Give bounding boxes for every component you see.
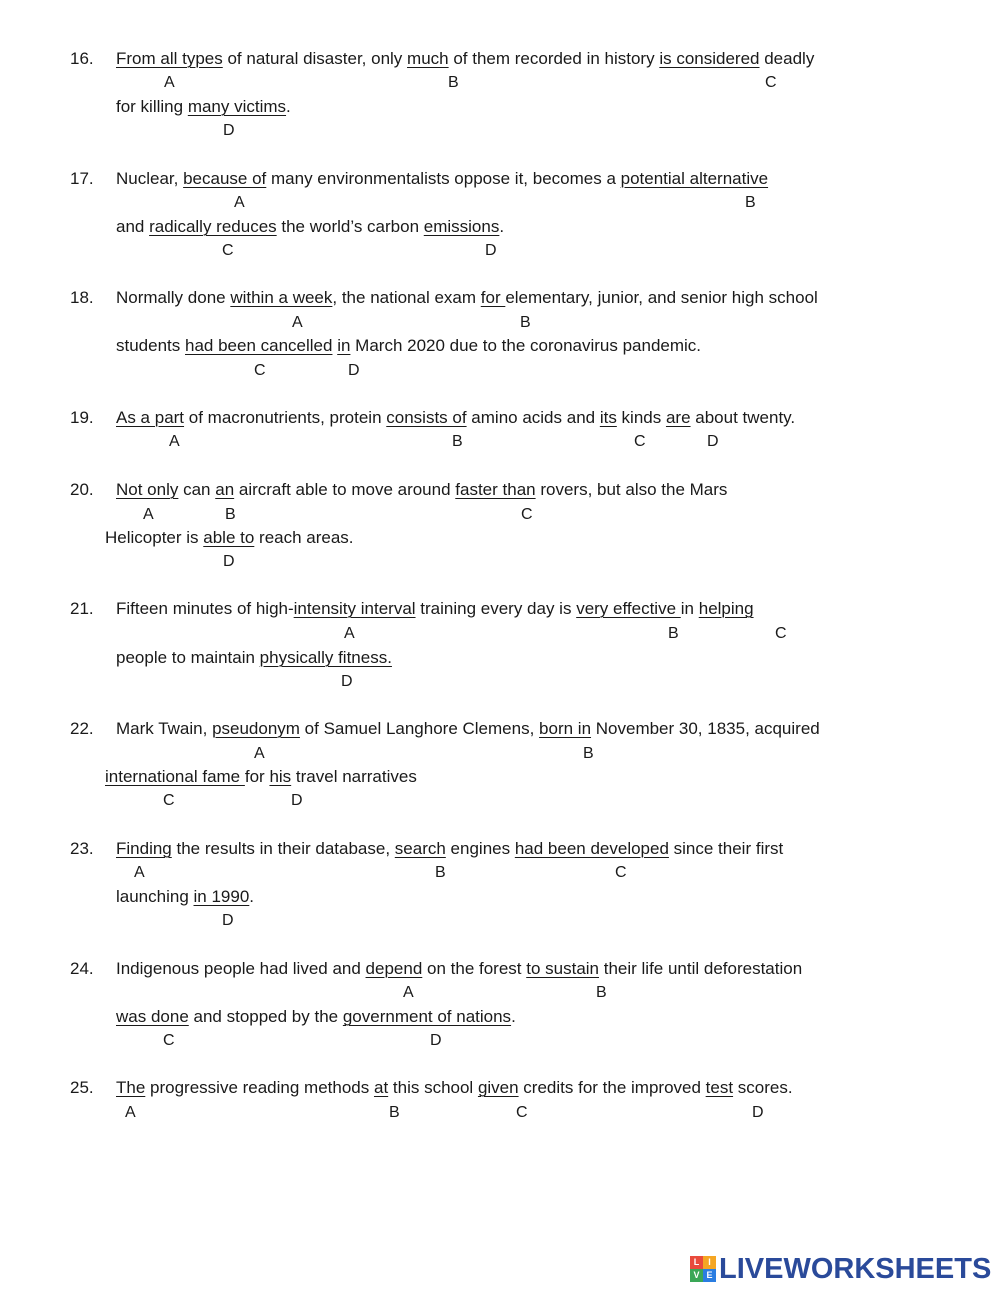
- option-label: D: [485, 242, 497, 259]
- option-label: B: [583, 745, 594, 762]
- underlined-segment: very effective: [576, 599, 681, 618]
- underlined-segment: helping: [698, 599, 754, 618]
- text-segment: of them recorded in history: [448, 49, 660, 68]
- text-segment: on the forest: [422, 959, 527, 978]
- question-number: 16.: [70, 49, 94, 68]
- text-segment: this school: [388, 1078, 478, 1097]
- text-segment: progressive reading methods: [145, 1078, 374, 1097]
- question-line: [116, 886, 254, 908]
- question-line: [116, 479, 727, 501]
- underlined-segment: was done: [116, 1007, 189, 1026]
- option-label: B: [389, 1104, 400, 1121]
- underlined-segment: born in: [539, 719, 592, 738]
- option-label: B: [448, 74, 459, 91]
- option-label: D: [707, 433, 719, 450]
- question-number: 23.: [70, 839, 94, 858]
- underlined-segment: much: [407, 49, 449, 68]
- text-segment: deadly: [759, 49, 815, 68]
- question-line: [116, 1006, 516, 1028]
- underlined-segment: had been cancelled: [185, 336, 333, 355]
- option-label: B: [520, 314, 531, 331]
- text-segment: many environmentalists oppose it, becomes a: [266, 169, 621, 188]
- text-segment: November 30, 1835, acquired: [591, 719, 820, 738]
- text-segment: kinds: [616, 408, 666, 427]
- question-line: [116, 287, 818, 309]
- question-line: [116, 48, 814, 70]
- option-label: A: [125, 1104, 136, 1121]
- text-segment: and: [116, 217, 150, 236]
- text-segment: their life until deforestation: [599, 959, 803, 978]
- text-segment: of macronutrients, protein: [184, 408, 387, 427]
- underlined-segment: for: [480, 288, 506, 307]
- option-label: D: [348, 362, 360, 379]
- underlined-segment: radically reduces: [149, 217, 277, 236]
- option-label: A: [234, 194, 245, 211]
- underlined-segment: international fame: [105, 767, 245, 786]
- underlined-segment: given: [477, 1078, 519, 1097]
- text-segment: rovers, but also the Mars: [535, 480, 728, 499]
- logo-letter: E: [703, 1269, 716, 1282]
- underlined-segment: Not only: [116, 480, 179, 499]
- option-label: A: [344, 625, 355, 642]
- text-segment: since their first: [668, 839, 784, 858]
- option-label: B: [225, 506, 236, 523]
- underlined-segment: is considered: [659, 49, 760, 68]
- option-label: C: [254, 362, 266, 379]
- underlined-segment: Finding: [116, 839, 172, 858]
- option-label: B: [745, 194, 756, 211]
- option-label: C: [521, 506, 533, 523]
- underlined-segment: able to: [203, 528, 255, 547]
- text-segment: in: [680, 599, 699, 618]
- option-label: C: [765, 74, 777, 91]
- option-label: D: [223, 122, 235, 139]
- option-label: A: [134, 864, 145, 881]
- underlined-segment: to sustain: [526, 959, 599, 978]
- question-number: 20.: [70, 480, 94, 499]
- text-segment: can: [178, 480, 216, 499]
- text-segment: Normally done: [116, 288, 231, 307]
- text-segment: Fifteen minutes of high-: [116, 599, 294, 618]
- text-segment: the results in their database,: [171, 839, 395, 858]
- option-label: A: [292, 314, 303, 331]
- text-segment: of natural disaster, only: [222, 49, 408, 68]
- option-label: C: [163, 1032, 175, 1049]
- option-label: A: [254, 745, 265, 762]
- brand-name: LIVEWORKSHEETS: [719, 1252, 992, 1285]
- option-label: D: [752, 1104, 764, 1121]
- underlined-segment: its: [599, 408, 617, 427]
- underlined-segment: From all types: [116, 49, 223, 68]
- question-line: [116, 407, 795, 429]
- question-line: [116, 96, 291, 118]
- option-label: D: [291, 792, 303, 809]
- liveworksheets-logo: [690, 1253, 991, 1285]
- underlined-segment: test: [705, 1078, 734, 1097]
- question-number: 19.: [70, 408, 94, 427]
- option-label: D: [430, 1032, 442, 1049]
- question-number: 22.: [70, 719, 94, 738]
- underlined-segment: many victims: [187, 97, 287, 116]
- option-label: A: [403, 984, 414, 1001]
- logo-letter: L: [690, 1256, 703, 1269]
- question-line: [105, 527, 354, 549]
- underlined-segment: potential alternative: [620, 169, 769, 188]
- underlined-segment: had been developed: [514, 839, 669, 858]
- option-label: A: [169, 433, 180, 450]
- question-line: [116, 168, 768, 190]
- question-line: [116, 598, 754, 620]
- underlined-segment: within a week: [230, 288, 333, 307]
- text-segment: engines: [445, 839, 515, 858]
- question-line: [116, 335, 701, 357]
- question-line: [116, 647, 392, 669]
- underlined-segment: in: [337, 336, 351, 355]
- question-number: 24.: [70, 959, 94, 978]
- text-segment: scores.: [733, 1078, 793, 1097]
- logo-letter: V: [690, 1269, 703, 1282]
- question-line: [116, 1077, 793, 1099]
- underlined-segment: in 1990: [193, 887, 250, 906]
- option-label: B: [435, 864, 446, 881]
- underlined-segment: physically fitness.: [259, 648, 392, 667]
- text-segment: about twenty.: [690, 408, 796, 427]
- text-segment: credits for the improved: [518, 1078, 706, 1097]
- underlined-segment: intensity interval: [293, 599, 416, 618]
- underlined-segment: pseudonym: [212, 719, 300, 738]
- question-line: [116, 718, 820, 740]
- option-label: C: [615, 864, 627, 881]
- underlined-segment: depend: [365, 959, 423, 978]
- text-segment: Indigenous people had lived and: [116, 959, 366, 978]
- question-line: [116, 216, 504, 238]
- live-logo-icon: [690, 1256, 716, 1282]
- text-segment: March 2020 due to the coronavirus pandemic.: [350, 336, 702, 355]
- underlined-segment: search: [394, 839, 446, 858]
- question-number: 18.: [70, 288, 94, 307]
- text-segment: training every day is: [415, 599, 577, 618]
- underlined-segment: As a part: [116, 408, 185, 427]
- text-segment: .: [511, 1007, 516, 1026]
- option-label: B: [452, 433, 463, 450]
- option-label: C: [634, 433, 646, 450]
- option-label: D: [341, 673, 353, 690]
- text-segment: .: [499, 217, 505, 236]
- question-line: [116, 838, 783, 860]
- option-label: A: [143, 506, 154, 523]
- underlined-segment: an: [215, 480, 235, 499]
- text-segment: for: [244, 767, 270, 786]
- text-segment: of Samuel Langhore Clemens,: [299, 719, 540, 738]
- option-label: C: [163, 792, 175, 809]
- underlined-segment: his: [269, 767, 292, 786]
- text-segment: and stopped by the: [188, 1007, 343, 1026]
- option-label: D: [223, 553, 235, 570]
- option-label: D: [222, 912, 234, 929]
- text-segment: aircraft able to move around: [234, 480, 456, 499]
- question-number: 25.: [70, 1078, 94, 1097]
- text-segment: elementary, junior, and senior high school: [505, 288, 818, 307]
- text-segment: students: [116, 336, 185, 355]
- underlined-segment: consists of: [386, 408, 467, 427]
- text-segment: Nuclear,: [116, 169, 184, 188]
- logo-letter: I: [703, 1256, 716, 1269]
- text-segment: Mark Twain,: [116, 719, 213, 738]
- question-number: 21.: [70, 599, 94, 618]
- text-segment: .: [249, 887, 255, 906]
- option-label: C: [775, 625, 787, 642]
- text-segment: .: [286, 97, 291, 116]
- text-segment: the world’s carbon: [276, 217, 424, 236]
- text-segment: for killing: [116, 97, 188, 116]
- option-label: B: [596, 984, 607, 1001]
- text-segment: launching: [116, 887, 194, 906]
- question-line: [116, 958, 802, 980]
- option-label: B: [668, 625, 679, 642]
- option-label: A: [164, 74, 175, 91]
- text-segment: Helicopter is: [105, 528, 204, 547]
- text-segment: , the national exam: [332, 288, 481, 307]
- underlined-segment: emissions: [423, 217, 500, 236]
- underlined-segment: are: [665, 408, 691, 427]
- underlined-segment: The: [116, 1078, 146, 1097]
- underlined-segment: faster than: [455, 480, 536, 499]
- underlined-segment: because of: [183, 169, 267, 188]
- question-line: [105, 766, 417, 788]
- text-segment: reach areas.: [254, 528, 354, 547]
- underlined-segment: at: [373, 1078, 389, 1097]
- text-segment: amino acids and: [466, 408, 600, 427]
- option-label: C: [222, 242, 234, 259]
- text-segment: people to maintain: [116, 648, 260, 667]
- underlined-segment: government of nations: [342, 1007, 512, 1026]
- question-number: 17.: [70, 169, 94, 188]
- option-label: C: [516, 1104, 528, 1121]
- text-segment: travel narratives: [291, 767, 417, 786]
